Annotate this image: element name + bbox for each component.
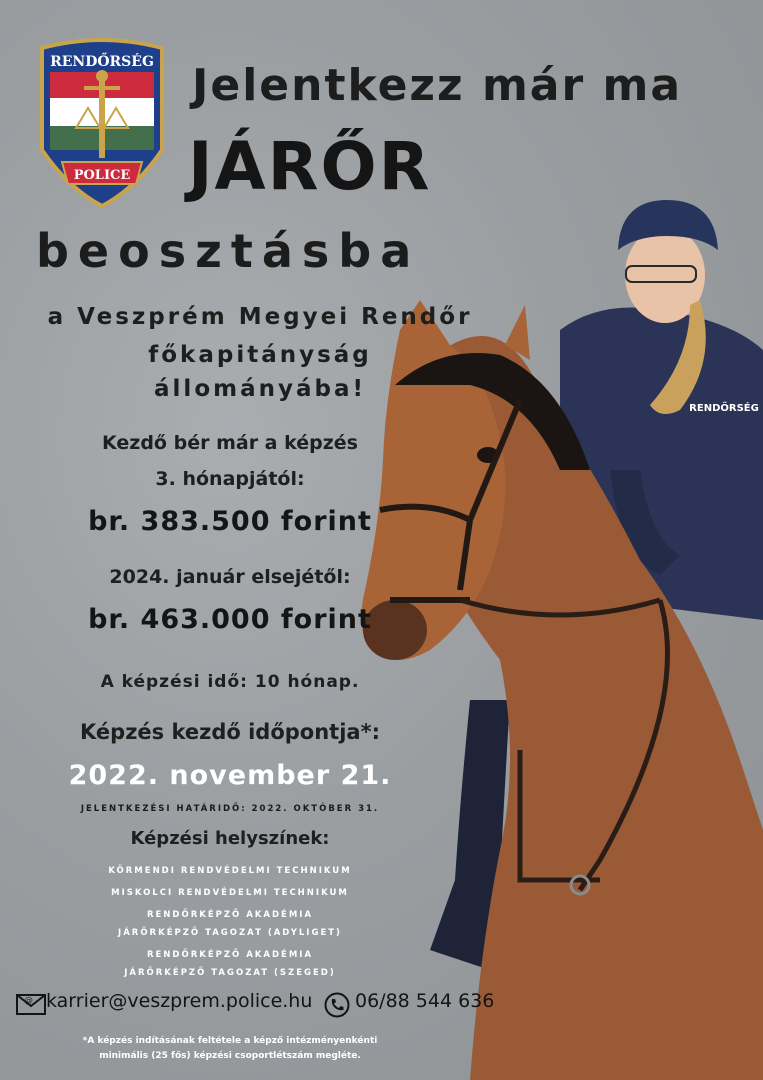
salary-intro-2: 3. hónapjától: <box>155 468 305 490</box>
police-shield-logo <box>36 38 168 208</box>
footnote-line-1: *A képzés indításának feltétele a képző intézményenkénti <box>82 1036 378 1046</box>
locations-title: Képzési helyszínek: <box>130 828 330 849</box>
subheading-line-3: állományába! <box>154 376 366 402</box>
training-start-date: 2022. november 21. <box>68 760 392 791</box>
location-item: JÁRŐRKÉPZŐ TAGOZAT (ADYLIGET) <box>118 928 342 938</box>
salary-date-2: 2024. január elsejétől: <box>109 566 351 588</box>
email-link[interactable]: karrier@veszprem.police.hu <box>46 990 313 1012</box>
heading-line-2: JÁRŐR <box>188 128 432 205</box>
footnote <box>30 1034 430 1064</box>
location-item: KÖRMENDI RENDVÉDELMI TECHNIKUM <box>108 866 352 876</box>
subheading-line-1: a Veszprém Megyei Rendőr <box>47 304 473 330</box>
svg-text:@: @ <box>24 996 33 1006</box>
envelope-icon <box>16 992 46 1016</box>
footnote-line-2: minimális (25 fős) képzési csoportlétszám megléte. <box>99 1051 361 1061</box>
phone-icon <box>324 992 350 1018</box>
training-start-label: Képzés kezdő időpontja*: <box>80 720 380 744</box>
application-deadline: JELENTKEZÉSI HATÁRIDŐ: 2022. OKTÓBER 31. <box>80 804 380 814</box>
officer-badge-text: RENDŐRSÉG <box>689 403 759 414</box>
heading-line-3: beosztásba <box>36 224 421 278</box>
location-item: JÁRŐRKÉPZŐ TAGOZAT (SZEGED) <box>124 968 336 978</box>
logo-bottom-text: POLICE <box>73 168 131 183</box>
location-item: RENDŐRKÉPZŐ AKADÉMIA <box>146 910 314 920</box>
logo-top-text: RENDŐRSÉG <box>50 54 154 70</box>
salary-amount-2: br. 463.000 forint <box>88 604 372 635</box>
location-item: RENDŐRKÉPZŐ AKADÉMIA <box>146 950 314 960</box>
phone-number[interactable]: 06/88 544 636 <box>355 990 495 1012</box>
location-item: MISKOLCI RENDVÉDELMI TECHNIKUM <box>111 888 349 898</box>
training-duration: A képzési idő: 10 hónap. <box>100 672 360 692</box>
salary-amount-1: br. 383.500 forint <box>88 506 372 537</box>
salary-intro-1: Kezdő bér már a képzés <box>102 432 358 454</box>
subheading-line-2: főkapitányság <box>148 342 372 368</box>
heading-line-1: Jelentkezz már ma <box>192 60 683 111</box>
